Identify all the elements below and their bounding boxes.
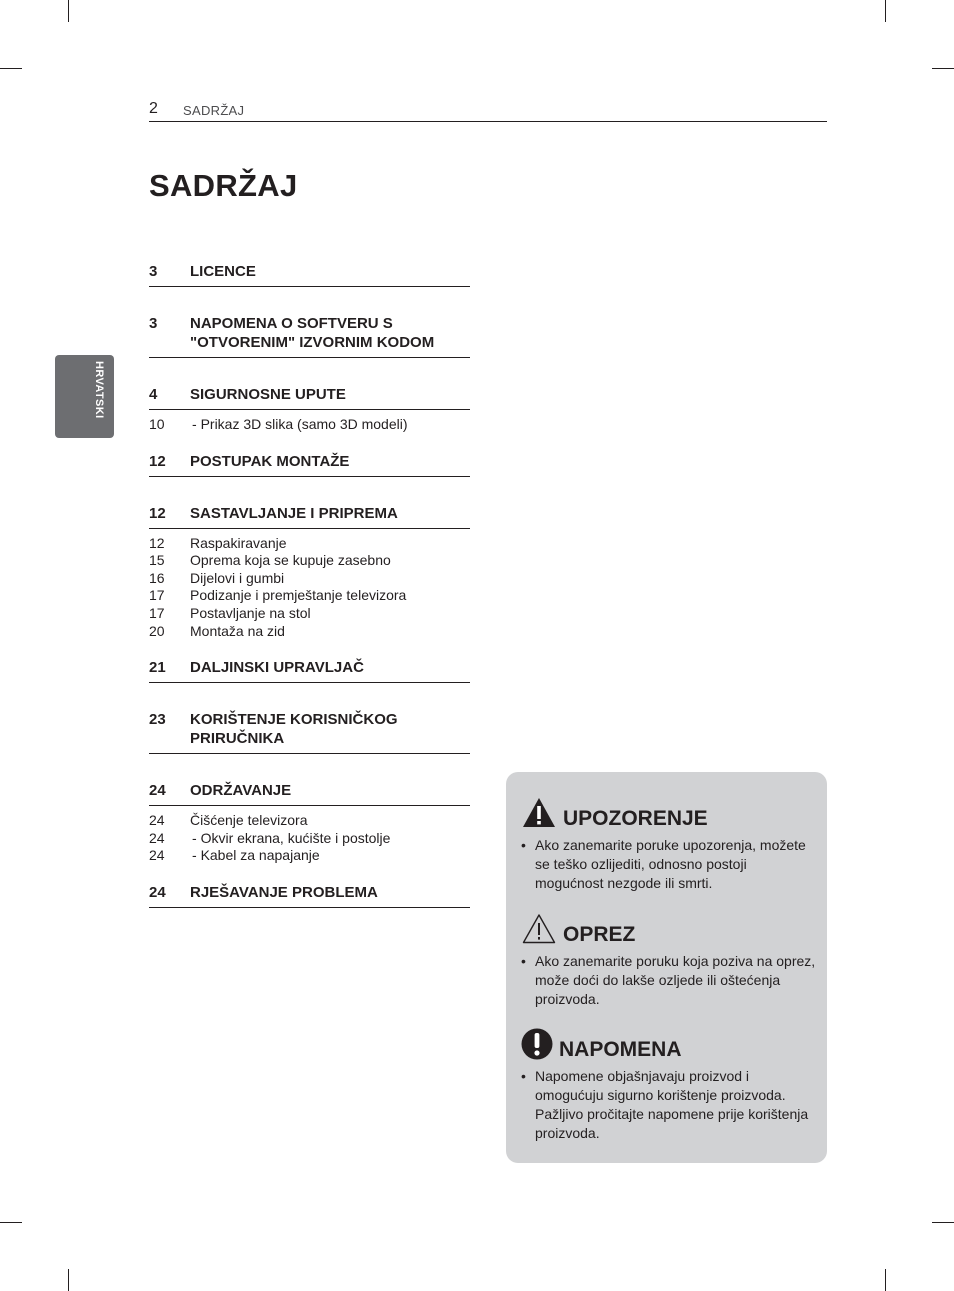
toc-sub-page-number: 17 <box>149 587 165 604</box>
note-exclamation-icon <box>521 1027 553 1061</box>
toc-sub-page-number: 24 <box>149 812 165 829</box>
toc-sub-title: Raspakiravanje <box>190 534 287 551</box>
toc-entry-title: SASTAVLJANJE I PRIPREMA <box>190 504 398 522</box>
notice-heading <box>521 1027 816 1061</box>
toc-subentries <box>149 410 470 434</box>
toc-entry-title: DALJINSKI UPRAVLJAČ <box>190 659 364 677</box>
running-title: SADRŽAJ <box>183 103 245 118</box>
toc-section <box>149 385 470 434</box>
crop-mark <box>885 1269 886 1291</box>
toc-entry[interactable] <box>149 452 470 477</box>
toc-sub-page-number: 12 <box>149 534 165 551</box>
toc-sub-page-number: 17 <box>149 604 165 621</box>
toc-sub-title: Čišćenje televizora <box>190 812 308 829</box>
toc-sub-title: - Prikaz 3D slika (samo 3D modeli) <box>192 416 408 432</box>
toc-entry[interactable] <box>149 262 470 287</box>
toc-entry-title: NAPOMENA O SOFTVERU S "OTVORENIM" IZVORNIM KODOM <box>190 315 435 351</box>
toc-page-number: 4 <box>149 386 158 403</box>
toc-sub-title: Montaža na zid <box>190 622 285 639</box>
toc-entry-title: ODRŽAVANJE <box>190 782 292 800</box>
toc-subentry[interactable] <box>149 552 470 570</box>
caution-outline-icon <box>521 912 557 946</box>
toc-sub-title: Dijelovi i gumbi <box>190 569 285 586</box>
crop-mark <box>0 1222 22 1223</box>
toc-page-number: 12 <box>149 504 166 522</box>
crop-mark <box>932 68 954 69</box>
toc-sub-page-number: 24 <box>149 847 165 864</box>
toc-subentries <box>149 529 470 641</box>
toc-sub-title: - Okvir ekrana, kućište i postolje <box>192 829 391 846</box>
toc-section <box>149 452 470 477</box>
toc-subentry[interactable] <box>149 416 470 434</box>
toc-page-number: 3 <box>149 263 158 280</box>
toc-entry[interactable] <box>149 385 470 410</box>
notice-label: OPREZ <box>563 923 636 946</box>
toc-subentries <box>149 806 470 865</box>
toc-sub-page-number: 20 <box>149 622 165 639</box>
toc-entry-title: LICENCE <box>190 263 256 280</box>
notice-caution <box>521 912 816 1009</box>
toc-section <box>149 710 470 754</box>
toc-sub-title: Podizanje i premještanje televizora <box>190 587 407 604</box>
notice-text: • Napomene objašnjavaju proizvod i omogućuju sigurno korištenje proizvoda. Pažljivo pročitajte napomene prije korištenja proizvoda. <box>521 1067 816 1143</box>
notice-heading <box>521 912 816 946</box>
toc-entry[interactable] <box>149 504 470 529</box>
toc-sub-page-number: 24 <box>149 829 165 846</box>
toc-entry[interactable] <box>149 781 470 806</box>
toc-section <box>149 314 470 358</box>
toc-entry-title: RJEŠAVANJE PROBLEMA <box>190 883 378 901</box>
toc-entry[interactable] <box>149 658 470 683</box>
toc-page-number: 12 <box>149 452 166 470</box>
crop-mark <box>885 0 886 22</box>
page-title: SADRŽAJ <box>149 168 298 203</box>
toc-subentry[interactable] <box>149 623 470 641</box>
running-header <box>149 100 827 122</box>
toc-entry-title: POSTUPAK MONTAŽE <box>190 452 350 470</box>
crop-mark <box>932 1222 954 1223</box>
table-of-contents <box>149 262 470 908</box>
toc-entry[interactable] <box>149 710 470 754</box>
notice-text: • Ako zanemarite poruku koja poziva na oprez, može doći do lakše ozljede ili oštećenja proizvoda. <box>521 952 816 1009</box>
language-tab <box>55 355 114 438</box>
toc-subentry[interactable] <box>149 570 470 588</box>
toc-page-number: 24 <box>149 883 166 901</box>
notice-note <box>521 1027 816 1143</box>
toc-subentry[interactable] <box>149 535 470 553</box>
toc-entry[interactable] <box>149 883 470 908</box>
toc-sub-title: Postavljanje na stol <box>190 604 311 621</box>
toc-page-number: 23 <box>149 711 166 729</box>
notice-label: NAPOMENA <box>559 1038 682 1061</box>
toc-sub-page-number: 15 <box>149 552 165 569</box>
toc-entry-title: KORIŠTENJE KORISNIČKOG PRIRUČNIKA <box>190 711 398 748</box>
safety-notice-box <box>506 772 827 1163</box>
crop-mark <box>0 68 22 69</box>
toc-section <box>149 504 470 641</box>
language-tab-label: HRVATSKI <box>93 361 105 419</box>
toc-subentry[interactable] <box>149 847 470 865</box>
notice-heading <box>521 796 816 830</box>
toc-page-number: 21 <box>149 659 166 677</box>
toc-subentry[interactable] <box>149 812 470 830</box>
crop-mark <box>68 0 69 22</box>
notice-text: • Ako zanemarite poruke upozorenja, možete se teško ozlijediti, odnosno postoji mogućnost nezgode ili smrti. <box>521 836 816 893</box>
toc-page-number: 24 <box>149 782 166 800</box>
toc-subentry[interactable] <box>149 587 470 605</box>
toc-entry-title: SIGURNOSNE UPUTE <box>190 386 346 403</box>
toc-sub-title: Oprema koja se kupuje zasebno <box>190 552 391 569</box>
toc-sub-page-number: 16 <box>149 569 165 586</box>
toc-section <box>149 883 470 908</box>
toc-page-number: 3 <box>149 315 158 332</box>
notice-label: UPOZORENJE <box>563 807 708 830</box>
toc-section <box>149 262 470 287</box>
toc-sub-page-number: 10 <box>149 416 165 432</box>
toc-sub-title: - Kabel za napajanje <box>192 847 320 864</box>
notice-warning <box>521 796 816 893</box>
toc-section <box>149 781 470 865</box>
page-number: 2 <box>149 100 158 117</box>
warning-filled-icon <box>521 796 557 830</box>
crop-mark <box>68 1269 69 1291</box>
toc-section <box>149 658 470 683</box>
toc-entry[interactable] <box>149 314 470 358</box>
toc-subentry[interactable] <box>149 830 470 848</box>
toc-subentry[interactable] <box>149 605 470 623</box>
